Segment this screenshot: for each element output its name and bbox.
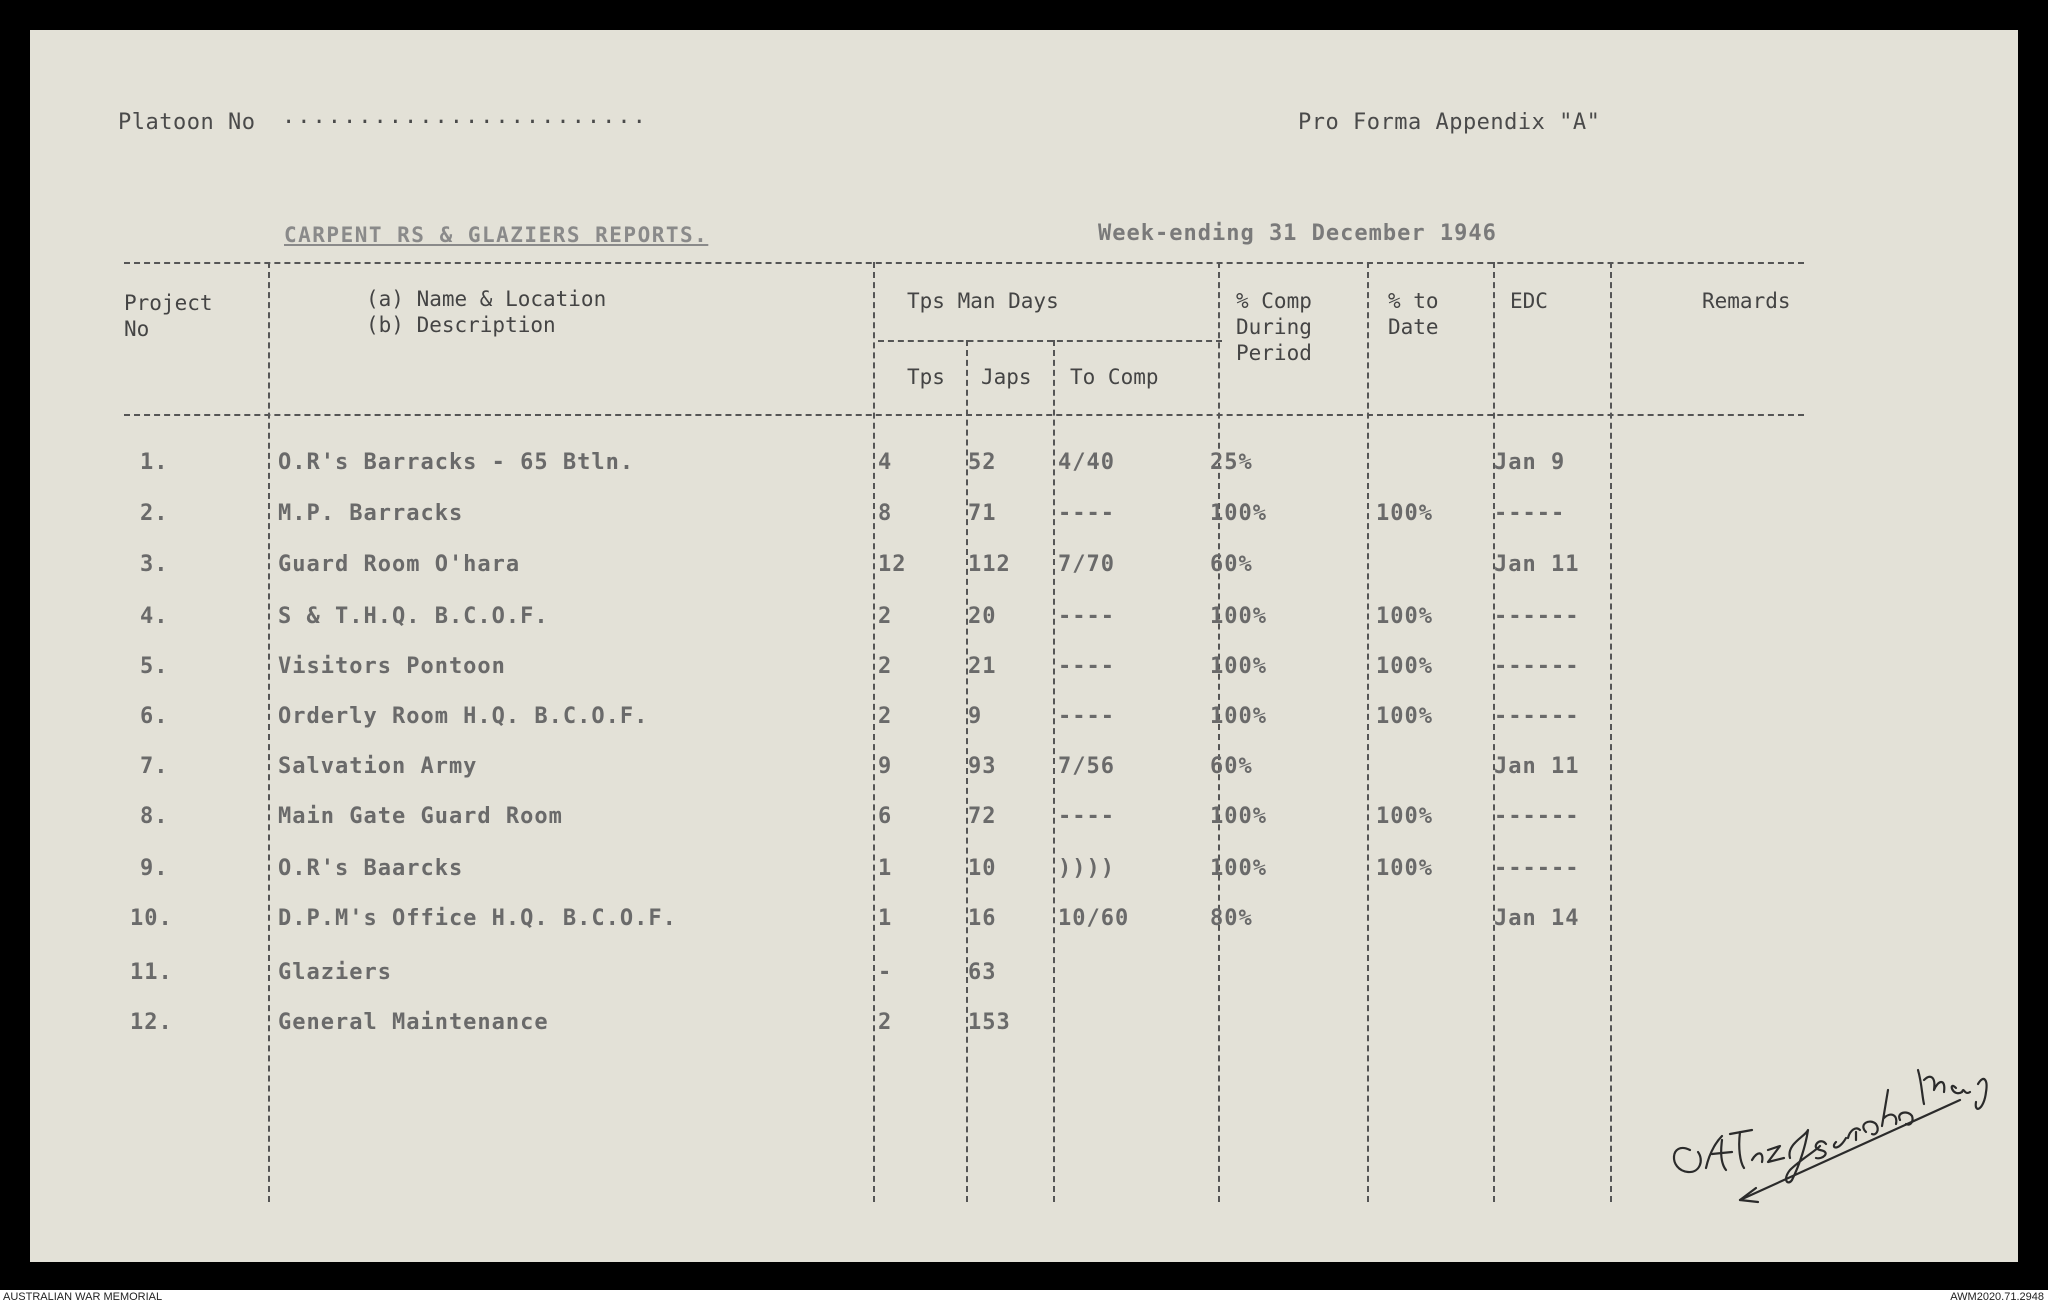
table-header-rule (124, 414, 1804, 416)
appendix-label: Pro Forma Appendix "A" (1298, 110, 1601, 135)
row-9-no: 9. (140, 856, 169, 881)
row-1-to-comp: 4/40 (1058, 450, 1115, 475)
row-12-name: General Maintenance (278, 1010, 549, 1035)
row-3-name: Guard Room O'hara (278, 552, 521, 577)
week-ending: Week-ending 31 December 1946 (1098, 221, 1497, 246)
row-6-no: 6. (140, 704, 169, 729)
row-6-name: Orderly Room H.Q. B.C.O.F. (278, 704, 649, 729)
footer-accession: AWM2020.71.2948 (1950, 1291, 2044, 1303)
row-6-to-comp: ---- (1058, 704, 1115, 729)
row-8-name: Main Gate Guard Room (278, 804, 563, 829)
row-5-name: Visitors Pontoon (278, 654, 506, 679)
col-header-remarks: Remards (1702, 289, 1791, 313)
row-11-tps: - (878, 960, 893, 985)
row-6-japs: 9 (968, 704, 983, 729)
row-1-comp: 25% (1210, 450, 1253, 475)
row-10-tps: 1 (878, 906, 893, 931)
row-1-japs: 52 (968, 450, 997, 475)
row-4-tps: 2 (878, 604, 893, 629)
row-2-name: M.P. Barracks (278, 501, 464, 526)
col-header-to-comp: To Comp (1070, 365, 1159, 389)
row-7-tps: 9 (878, 754, 893, 779)
row-9-edc: ------ (1494, 856, 1580, 881)
col-divider-6 (1367, 262, 1369, 1202)
row-2-comp: 100% (1210, 501, 1267, 526)
row-5-to-comp: ---- (1058, 654, 1115, 679)
col-divider-5 (1218, 262, 1220, 1202)
row-4-to-comp: ---- (1058, 604, 1115, 629)
row-10-to-comp: 10/60 (1058, 906, 1130, 931)
col-header-comp-period: % Comp During Period (1236, 289, 1312, 365)
row-12-tps: 2 (878, 1010, 893, 1035)
row-2-to-comp: ---- (1058, 501, 1115, 526)
row-9-tps: 1 (878, 856, 893, 881)
report-title: CARPENT RS & GLAZIERS REPORTS. (284, 223, 709, 247)
row-6-edc: ------ (1494, 704, 1580, 729)
row-3-no: 3. (140, 552, 169, 577)
row-9-to-date: 100% (1376, 856, 1433, 881)
row-12-japs: 153 (968, 1010, 1011, 1035)
footer-source: AUSTRALIAN WAR MEMORIAL (3, 1291, 163, 1303)
row-5-edc: ------ (1494, 654, 1580, 679)
row-1-tps: 4 (878, 450, 893, 475)
row-8-comp: 100% (1210, 804, 1267, 829)
col-header-edc: EDC (1510, 289, 1548, 313)
row-10-no: 10. (130, 906, 173, 931)
row-3-comp: 60% (1210, 552, 1253, 577)
row-7-to-comp: 7/56 (1058, 754, 1115, 779)
row-6-comp: 100% (1210, 704, 1267, 729)
row-8-tps: 6 (878, 804, 893, 829)
col-header-tps: Tps (907, 365, 945, 389)
row-5-tps: 2 (878, 654, 893, 679)
row-4-edc: ------ (1494, 604, 1580, 629)
row-2-japs: 71 (968, 501, 997, 526)
platoon-value: ........................ (282, 104, 648, 129)
col-header-project-no: Project No (124, 291, 213, 341)
row-6-tps: 2 (878, 704, 893, 729)
handwritten-signature (1660, 1040, 2018, 1220)
row-2-no: 2. (140, 501, 169, 526)
man-days-subrule (878, 340, 1222, 342)
col-header-japs: Japs (981, 365, 1032, 389)
platoon-label: Platoon No (118, 110, 256, 135)
row-11-name: Glaziers (278, 960, 392, 985)
row-2-to-date: 100% (1376, 501, 1433, 526)
row-10-edc: Jan 14 (1494, 906, 1580, 931)
row-1-name: O.R's Barracks - 65 Btln. (278, 450, 635, 475)
col-divider-4 (1053, 340, 1055, 1202)
row-11-japs: 63 (968, 960, 997, 985)
row-4-name: S & T.H.Q. B.C.O.F. (278, 604, 549, 629)
col-header-man-days: Tps Man Days (907, 289, 1059, 313)
row-9-to-comp: )))) (1058, 856, 1115, 881)
row-7-japs: 93 (968, 754, 997, 779)
row-5-to-date: 100% (1376, 654, 1433, 679)
row-1-edc: Jan 9 (1494, 450, 1566, 475)
row-10-name: D.P.M's Office H.Q. B.C.O.F. (278, 906, 677, 931)
row-8-no: 8. (140, 804, 169, 829)
row-12-no: 12. (130, 1010, 173, 1035)
row-2-tps: 8 (878, 501, 893, 526)
document-page (30, 30, 2018, 1262)
row-9-comp: 100% (1210, 856, 1267, 881)
col-header-to-date: % to Date (1388, 289, 1439, 339)
row-10-comp: 80% (1210, 906, 1253, 931)
row-4-japs: 20 (968, 604, 997, 629)
row-5-comp: 100% (1210, 654, 1267, 679)
row-3-tps: 12 (878, 552, 907, 577)
row-4-comp: 100% (1210, 604, 1267, 629)
row-3-to-comp: 7/70 (1058, 552, 1115, 577)
row-4-to-date: 100% (1376, 604, 1433, 629)
row-8-to-comp: ---- (1058, 804, 1115, 829)
row-8-japs: 72 (968, 804, 997, 829)
row-3-japs: 112 (968, 552, 1011, 577)
row-4-no: 4. (140, 604, 169, 629)
row-10-japs: 16 (968, 906, 997, 931)
row-6-to-date: 100% (1376, 704, 1433, 729)
row-1-no: 1. (140, 450, 169, 475)
row-3-edc: Jan 11 (1494, 552, 1580, 577)
row-7-name: Salvation Army (278, 754, 478, 779)
table-top-rule (124, 262, 1804, 264)
row-8-to-date: 100% (1376, 804, 1433, 829)
row-7-comp: 60% (1210, 754, 1253, 779)
row-2-edc: ----- (1494, 501, 1566, 526)
footer-bar (0, 1290, 2048, 1306)
col-divider-1 (268, 262, 270, 1202)
col-divider-7 (1493, 262, 1495, 1202)
row-5-no: 5. (140, 654, 169, 679)
row-8-edc: ------ (1494, 804, 1580, 829)
row-11-no: 11. (130, 960, 173, 985)
row-9-japs: 10 (968, 856, 997, 881)
row-9-name: O.R's Baarcks (278, 856, 464, 881)
col-divider-2 (873, 262, 875, 1202)
row-7-edc: Jan 11 (1494, 754, 1580, 779)
col-header-name-desc: (a) Name & Location (b) Description (366, 287, 607, 337)
col-divider-8 (1610, 262, 1612, 1202)
row-5-japs: 21 (968, 654, 997, 679)
row-7-no: 7. (140, 754, 169, 779)
